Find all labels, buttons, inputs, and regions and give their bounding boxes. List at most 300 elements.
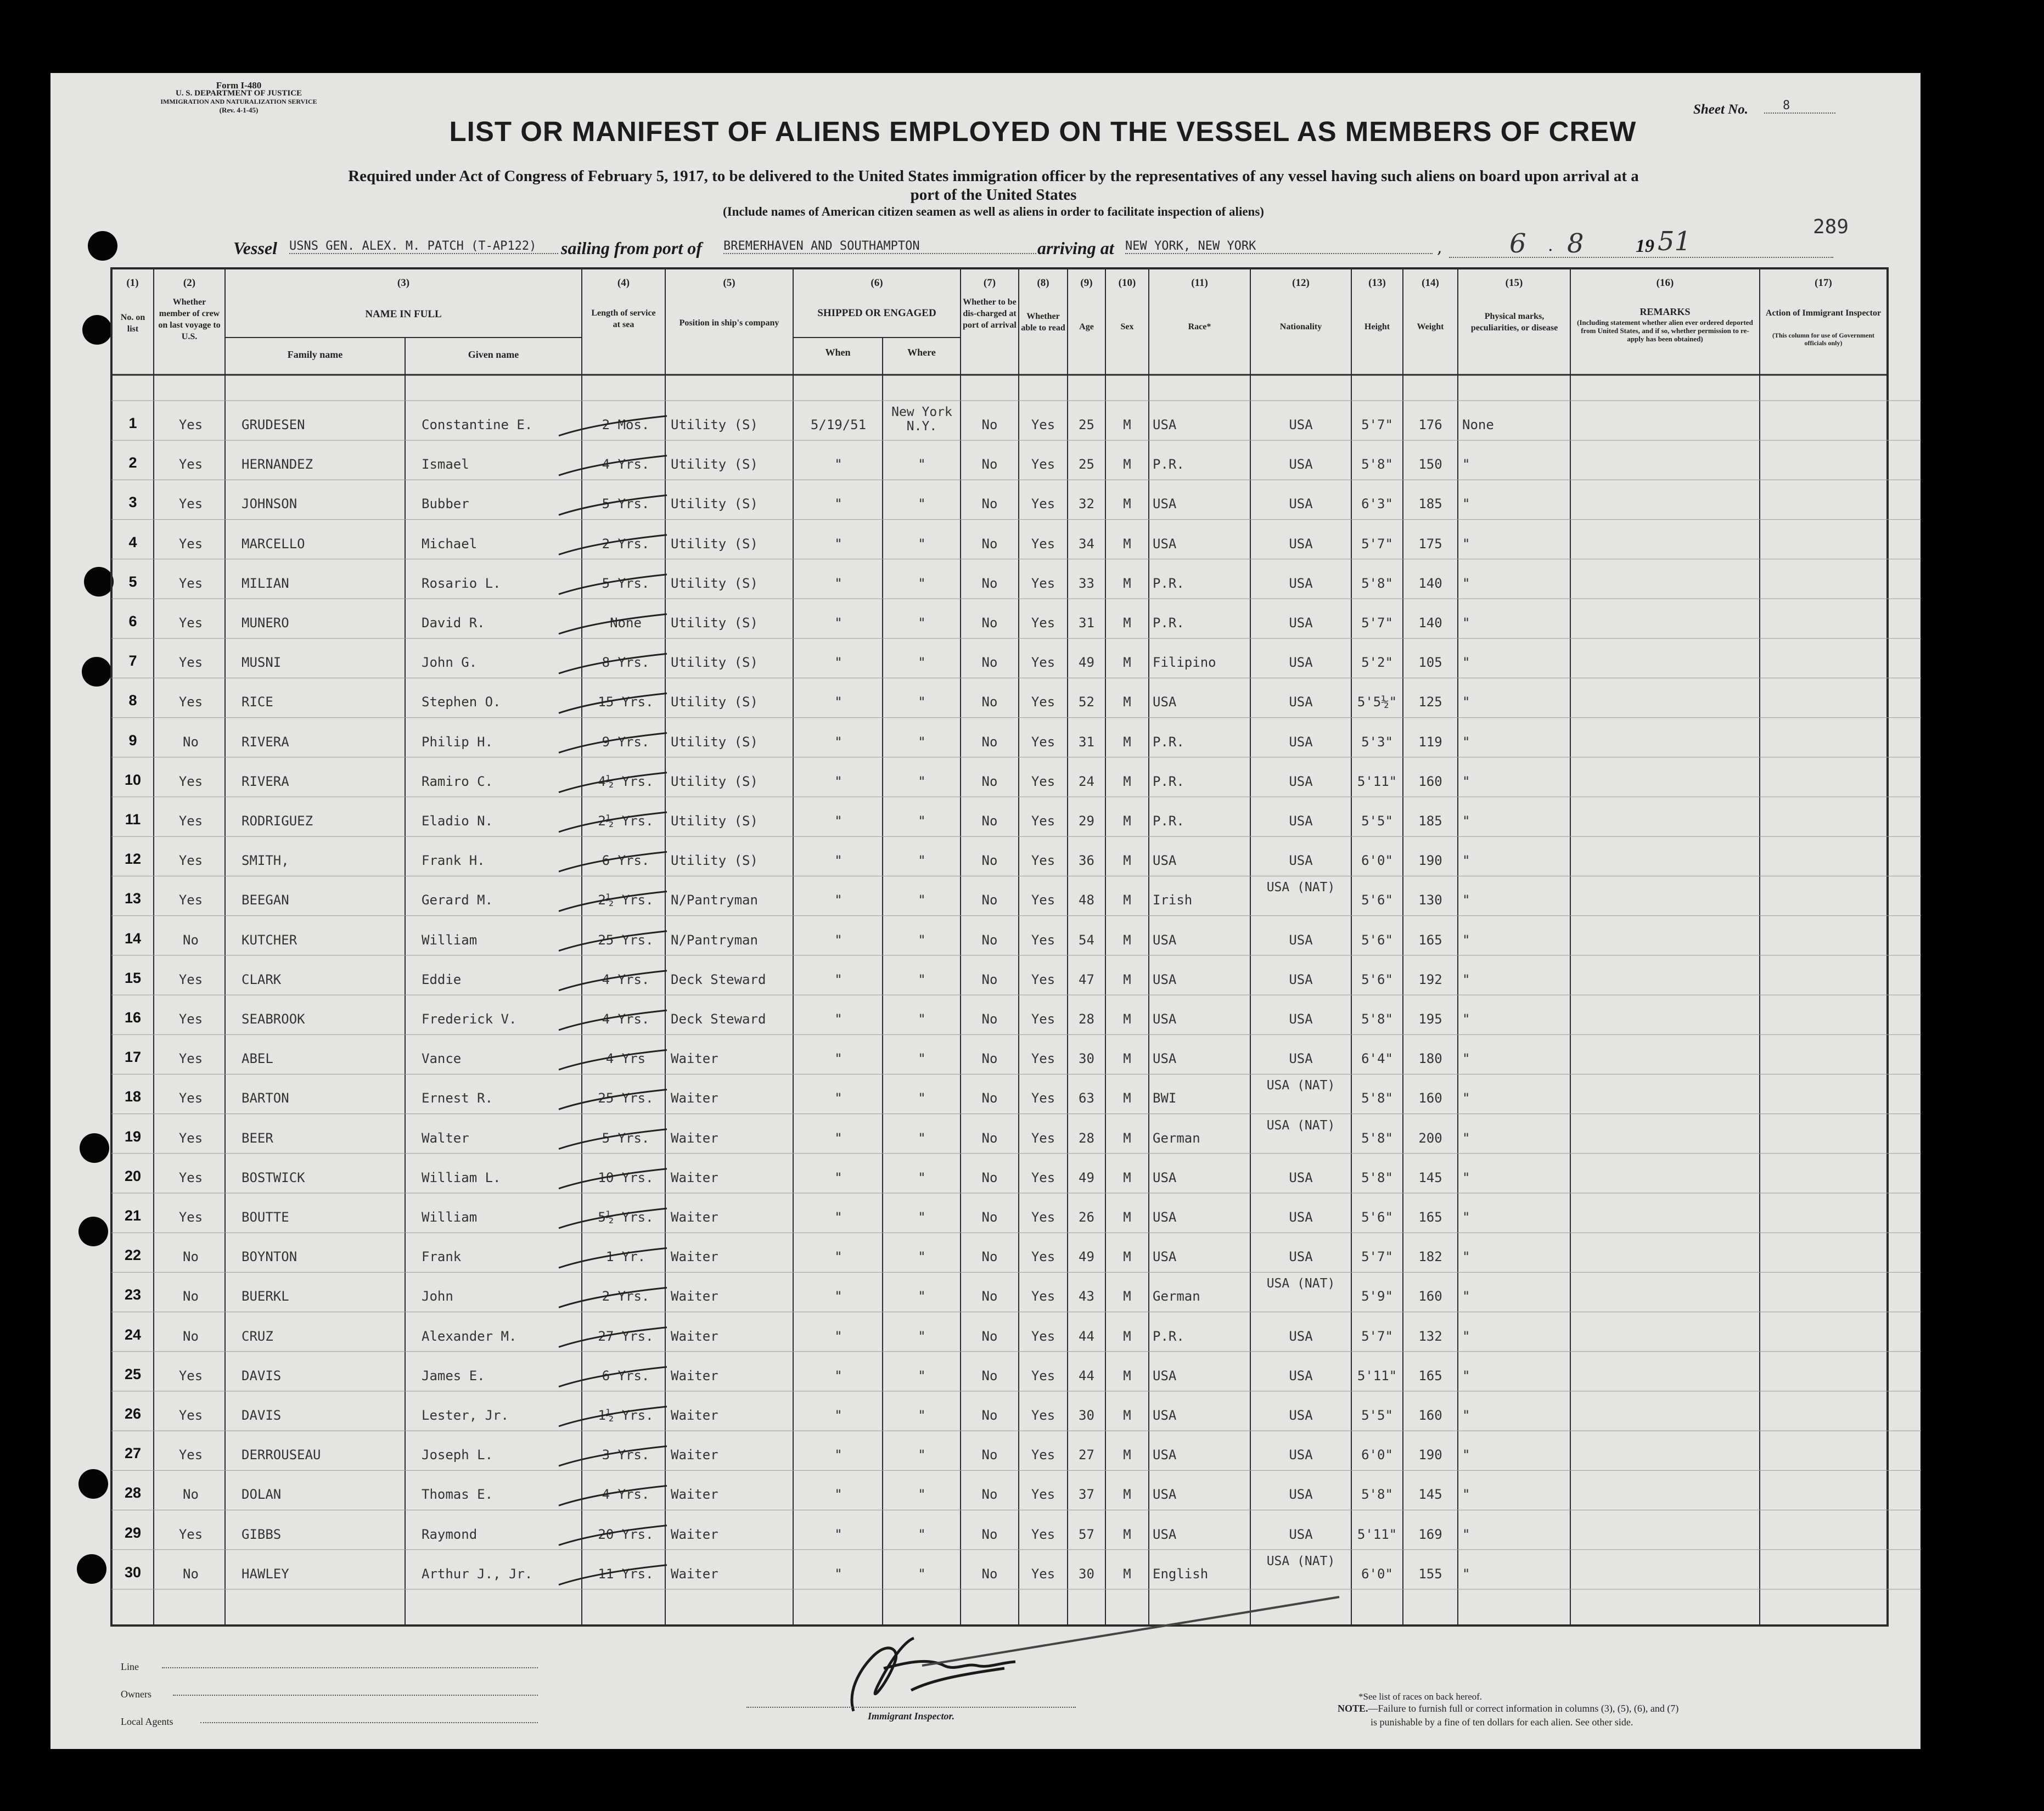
cell-position: Waiter [671,1130,718,1146]
col-number: (13) [1368,277,1386,289]
cell-age: 49 [1079,655,1094,671]
cell-where: " [918,1526,926,1542]
cell-read: Yes [1031,1130,1055,1146]
cell-position: Utility (S) [671,734,758,750]
cell-weight: 200 [1418,1130,1442,1146]
cell-service: 11 Yrs. [598,1566,654,1582]
cell-disch: No [981,734,998,750]
cell-nat: USA (NAT) [1266,880,1335,895]
row-number: 30 [124,1563,142,1581]
cell-read: Yes [1031,892,1055,908]
cell-nat: USA [1289,773,1313,789]
cell-race: USA [1153,1249,1177,1265]
cell-when: " [834,655,843,671]
cell-position: Utility (S) [671,853,758,869]
cell-nat: USA [1289,655,1313,671]
service-check-stroke [559,416,667,436]
cell-marks: " [1462,1368,1470,1383]
cell-race: USA [1153,536,1177,552]
cell-read: Yes [1031,615,1055,631]
cell-position: Waiter [671,1090,718,1106]
cell-nat: USA (NAT) [1266,1554,1335,1568]
row-number: 18 [124,1088,142,1105]
service-check-stroke [559,1248,667,1268]
cell-given: Alexander M. [422,1328,517,1344]
cell-race: USA [1153,1051,1177,1067]
cell-position: Deck Steward [671,1011,766,1027]
cell-nat: USA [1289,1408,1313,1423]
cell-last: Yes [178,1169,203,1185]
header-position: Position in ship's company [679,318,779,328]
cell-weight: 150 [1418,457,1442,473]
cell-read: Yes [1031,971,1055,987]
cell-disch: No [981,1526,998,1542]
service-check-stroke [559,535,667,555]
vessel-label: Vessel [233,238,277,258]
service-check-stroke [559,812,667,832]
cell-given: Joseph L. [422,1447,493,1463]
service-check-stroke [559,1565,667,1585]
cell-weight: 160 [1418,1090,1442,1106]
subtitle-line-1: Required under Act of Congress of February 5, 1917, to be delivered to the United States immigration officer by the representatives of any vessel having such aliens on board upon arrival at a [348,167,1639,185]
cell-disch: No [981,1011,998,1027]
cell-race: USA [1153,1210,1177,1225]
cell-family: BEEGAN [242,892,289,908]
service-check-stroke [559,575,667,594]
cell-marks: " [1462,1051,1470,1067]
cell-marks: " [1462,1130,1470,1146]
cell-where: " [918,575,926,591]
cell-service: 4 Yrs. [602,971,650,987]
cell-nat: USA [1289,1368,1313,1383]
cell-age: 32 [1079,496,1094,512]
cell-position: Waiter [671,1249,718,1265]
service-check-stroke [559,773,667,792]
cell-where: " [918,1487,926,1503]
cell-sex: M [1123,892,1131,908]
arrival-month: 6 [1509,228,1526,259]
cell-nat: USA [1289,1447,1313,1463]
cell-race: P.R. [1153,457,1184,473]
cell-family: MARCELLO [242,536,305,552]
cell-sex: M [1123,1011,1131,1027]
cell-nat: USA (NAT) [1266,1276,1335,1291]
cell-where: " [918,1289,926,1304]
cell-family: SMITH, [242,853,289,869]
cell-sex: M [1123,1130,1131,1146]
cell-given: William L. [422,1169,501,1185]
cell-weight: 190 [1418,1447,1442,1463]
cell-given: Thomas E. [422,1487,493,1503]
header-race: Race* [1188,322,1211,331]
cell-age: 63 [1079,1090,1094,1106]
cell-family: BOYNTON [242,1249,297,1265]
cell-last: No [183,932,199,948]
cell-last: Yes [178,615,203,631]
cell-position: Waiter [671,1487,718,1503]
cell-disch: No [981,1051,998,1067]
cell-marks: " [1462,575,1470,591]
cell-family: BARTON [242,1090,289,1106]
fine-note-2: is punishable by a fine of ten dollars for each alien. See other side. [1371,1717,1633,1728]
cell-disch: No [981,1368,998,1383]
cell-given: Ismael [422,457,469,473]
row-number: 8 [128,692,137,709]
cell-when: " [834,1289,843,1304]
service-check-stroke [559,1208,667,1228]
cell-sex: M [1123,813,1131,829]
year-prefix: 19 [1636,236,1654,256]
cell-age: 27 [1079,1447,1094,1463]
row-number: 10 [124,771,142,788]
cell-given: James E. [422,1368,485,1383]
arriving-at-port: NEW YORK, NEW YORK [1125,239,1433,254]
cell-when: " [834,536,843,552]
cell-service: 4 Yrs. [602,1487,650,1503]
cell-last: Yes [178,1090,203,1106]
col-number: (3) [397,277,410,289]
cell-last: Yes [178,1368,203,1383]
cell-service: 10 Yrs. [598,1169,654,1185]
cell-service: 5 Yrs. [602,575,650,591]
row-number: 25 [124,1365,142,1382]
cell-sex: M [1123,496,1131,512]
cell-sex: M [1123,1051,1131,1067]
cell-disch: No [981,1328,998,1344]
cell-race: USA [1153,853,1177,869]
row-number: 9 [128,732,137,749]
row-number: 20 [124,1167,142,1184]
cell-given: Constantine E. [422,417,533,432]
cell-weight: 185 [1418,813,1442,829]
cell-position: Utility (S) [671,813,758,829]
cell-given: Ernest R. [422,1090,493,1106]
service: IMMIGRATION AND NATURALIZATION SERVICE [160,98,317,105]
cell-service: 5 Yrs. [602,496,650,512]
cell-age: 25 [1079,457,1094,473]
cell-nat: USA [1289,1051,1313,1067]
cell-height: 5'8" [1361,1487,1393,1503]
strike-line [922,1597,1339,1666]
cell-position: N/Pantryman [671,892,758,908]
service-check-stroke [559,1328,667,1347]
note-text: —Failure to furnish full or correct information in columns (3), (5), (6), and (7) [1368,1703,1679,1714]
service-check-stroke [559,931,667,951]
cell-race: P.R. [1153,575,1184,591]
cell-sex: M [1123,457,1131,473]
cell-family: BEER [242,1130,273,1146]
header-physical-marks: Physical marks, peculiarities, or disease [1470,312,1558,333]
cell-weight: 160 [1418,773,1442,789]
cell-disch: No [981,575,998,591]
cell-race: USA [1153,1487,1177,1503]
cell-height: 6'0" [1361,1447,1393,1463]
cell-position: Utility (S) [671,536,758,552]
header-able-read: Whether able to read [1021,312,1065,333]
cell-last: Yes [178,892,203,908]
owners-field[interactable] [173,1695,538,1696]
header-where: Where [907,347,936,358]
header-no-on-list: No. on list [120,313,145,334]
cell-service: 2 Mos. [602,417,650,432]
cell-when: " [834,773,843,789]
cell-height: 5'7" [1361,615,1393,631]
cell-last: Yes [178,1408,203,1423]
note-label: NOTE. [1338,1703,1368,1714]
header-age: Age [1079,322,1094,331]
cell-marks: " [1462,1090,1470,1106]
cell-sex: M [1123,1368,1131,1383]
cell-family: BOUTTE [242,1210,289,1225]
cell-family: CRUZ [242,1328,273,1344]
cell-given: Walter [422,1130,469,1146]
cell-disch: No [981,1130,998,1146]
cell-service: 2½ Yrs. [598,813,654,829]
header-given-name: Given name [468,349,519,360]
cell-given: Arthur J., Jr. [422,1566,533,1582]
cell-marks: None [1462,417,1494,432]
col-number: (9) [1080,277,1093,289]
row-number: 21 [124,1207,142,1224]
cell-last: Yes [178,773,203,789]
header-remarks: REMARKS [1639,306,1691,317]
cell-weight: 190 [1418,853,1442,869]
cell-disch: No [981,1566,998,1582]
cell-given: Frederick V. [422,1011,517,1027]
cell-position: Utility (S) [671,496,758,512]
cell-where: " [918,694,926,710]
cell-age: 30 [1079,1051,1094,1067]
arrival-day: 8 [1567,228,1584,259]
cell-age: 37 [1079,1487,1094,1503]
cell-last: Yes [178,496,203,512]
cell-age: 47 [1079,971,1094,987]
service-check-stroke [559,1287,667,1307]
cell-when: " [834,1249,843,1265]
cell-marks: " [1462,655,1470,671]
cell-when: " [834,1090,843,1106]
row-number: 26 [124,1405,142,1422]
cell-nat: USA [1289,615,1313,631]
cell-nat: USA [1289,971,1313,987]
cell-position: Utility (S) [671,694,758,710]
cell-nat: USA (NAT) [1266,1078,1335,1093]
cell-height: 5'6" [1361,932,1393,948]
header-nationality: Nationality [1279,322,1322,331]
cell-marks: " [1462,536,1470,552]
cell-read: Yes [1031,1169,1055,1185]
cell-sex: M [1123,536,1131,552]
date-separator: . [1548,236,1553,255]
sailing-from-port: BREMERHAVEN AND SOUTHAMPTON [723,239,1036,254]
cell-family: DAVIS [242,1408,282,1423]
cell-age: 44 [1079,1328,1094,1344]
cell-position: Waiter [671,1408,718,1423]
cell-nat: USA [1289,1328,1313,1344]
cell-when: " [834,615,843,631]
cell-read: Yes [1031,853,1055,869]
cell-read: Yes [1031,1408,1055,1423]
cell-family: DOLAN [242,1487,282,1503]
cell-where: " [918,615,926,631]
cell-service: 5½ Yrs. [598,1210,654,1225]
col-number: (6) [871,277,883,289]
cell-age: 48 [1079,892,1094,908]
cell-read: Yes [1031,1526,1055,1542]
cell-when: " [834,971,843,987]
cell-given: Rosario L. [422,575,501,591]
cell-disch: No [981,932,998,948]
cell-where: " [918,971,926,987]
cell-last: Yes [178,575,203,591]
cell-family: GIBBS [242,1526,282,1542]
header-name-in-full: NAME IN FULL [365,308,442,320]
line-field[interactable] [162,1667,538,1668]
cell-weight: 125 [1418,694,1442,710]
cell-where: " [918,536,926,552]
cell-marks: " [1462,1328,1470,1344]
cell-position: Utility (S) [671,417,758,432]
cell-disch: No [981,417,998,432]
cell-sex: M [1123,575,1131,591]
cell-where: " [918,1408,926,1423]
cell-height: 5'7" [1361,536,1393,552]
cell-marks: " [1462,694,1470,710]
cell-marks: " [1462,932,1470,948]
cell-read: Yes [1031,813,1055,829]
cell-service: 25 Yrs. [598,1090,654,1106]
cell-disch: No [981,496,998,512]
col-number: (2) [183,277,196,289]
cell-last: Yes [178,457,203,473]
service-check-stroke [559,1486,667,1505]
cell-disch: No [981,1210,998,1225]
row-number: 7 [128,653,137,670]
cell-race: USA [1153,971,1177,987]
cell-when: " [834,1408,843,1423]
line-label: Line [121,1661,139,1672]
cell-race: P.R. [1153,734,1184,750]
cell-age: 24 [1079,773,1094,789]
cell-disch: No [981,853,998,869]
cell-marks: " [1462,1289,1470,1304]
row-number: 11 [125,811,141,828]
service-check-stroke [559,495,667,515]
cell-sex: M [1123,734,1131,750]
arrival-year: 51 [1658,226,1692,257]
cell-service: 8 Yrs. [602,655,650,671]
cell-height: 5'8" [1361,575,1393,591]
cell-read: Yes [1031,496,1055,512]
cell-service: 25 Yrs. [598,932,654,948]
cell-family: KUTCHER [242,932,297,948]
service-check-stroke [559,1446,667,1466]
cell-position: Waiter [671,1526,718,1542]
cell-where: " [918,1328,926,1344]
cell-given: Vance [422,1051,462,1067]
cell-disch: No [981,1408,998,1423]
cell-position: Waiter [671,1289,718,1304]
cell-height: 5'3" [1361,734,1393,750]
race-note: *See list of races on back hereof. [1358,1691,1483,1702]
cell-height: 5'6" [1361,892,1393,908]
cell-height: 6'4" [1361,1051,1393,1067]
cell-family: HAWLEY [242,1566,289,1582]
cell-read: Yes [1031,694,1055,710]
row-number: 2 [128,454,137,471]
row-number: 19 [124,1128,142,1145]
cell-when: " [834,1447,843,1463]
cell-when: " [834,853,843,869]
cell-when: " [834,1210,843,1225]
cell-age: 28 [1079,1011,1094,1027]
fine-note [1338,1703,1678,1714]
cell-family: RICE [242,694,273,710]
cell-read: Yes [1031,932,1055,948]
col-number: (4) [617,277,630,289]
cell-family: ABEL [242,1051,273,1067]
cell-disch: No [981,694,998,710]
cell-disch: No [981,1289,998,1304]
row-number: 24 [124,1326,142,1343]
cell-position: Utility (S) [671,773,758,789]
cell-when: 5/19/51 [810,417,867,432]
cell-sex: M [1123,1447,1131,1463]
vessel-name: USNS GEN. ALEX. M. PATCH (T-AP122) [289,239,558,254]
cell-service: 15 Yrs. [598,694,654,710]
cell-weight: 145 [1418,1169,1442,1185]
cell-height: 5'11" [1357,773,1397,789]
cell-service: 2 Yrs. [602,1289,650,1304]
col-number: (7) [983,277,996,289]
cell-last: Yes [178,853,203,869]
row-number: 27 [124,1445,142,1462]
cell-sex: M [1123,417,1131,432]
cell-age: 43 [1079,1289,1094,1304]
cell-last: No [183,1249,199,1265]
cell-position: Utility (S) [671,655,758,671]
cell-nat: USA [1289,853,1313,869]
cell-age: 34 [1079,536,1094,552]
cell-last: Yes [178,813,203,829]
cell-height: 6'0" [1361,1566,1393,1582]
cell-nat: USA [1289,1011,1313,1027]
cell-where: " [918,1249,926,1265]
cell-race: USA [1153,1169,1177,1185]
cell-family: MILIAN [242,575,289,591]
cell-age: 26 [1079,1210,1094,1225]
cell-where: " [918,1051,926,1067]
local-agents-field[interactable] [200,1722,538,1723]
cell-weight: 105 [1418,655,1442,671]
cell-sex: M [1123,773,1131,789]
cell-given: Raymond [422,1526,478,1542]
cell-position: Deck Steward [671,971,766,987]
cell-read: Yes [1031,417,1055,432]
header-family-name: Family name [287,349,343,360]
cell-service: 1½ Yrs. [598,1408,654,1423]
header-shipped-engaged: SHIPPED OR ENGAGED [817,307,936,319]
immigrant-inspector-label: Immigrant Inspector. [867,1711,955,1722]
cell-read: Yes [1031,1328,1055,1344]
cell-last: Yes [178,1051,203,1067]
cell-sex: M [1123,1090,1131,1106]
cell-sex: M [1123,615,1131,631]
header-last-voyage: Whether member of crew on last voyage to U.S. [158,297,221,341]
cell-age: 49 [1079,1249,1094,1265]
cell-height: 5'5" [1361,813,1393,829]
header-action-inspector: Action of Immigrant Inspector [1765,308,1882,318]
